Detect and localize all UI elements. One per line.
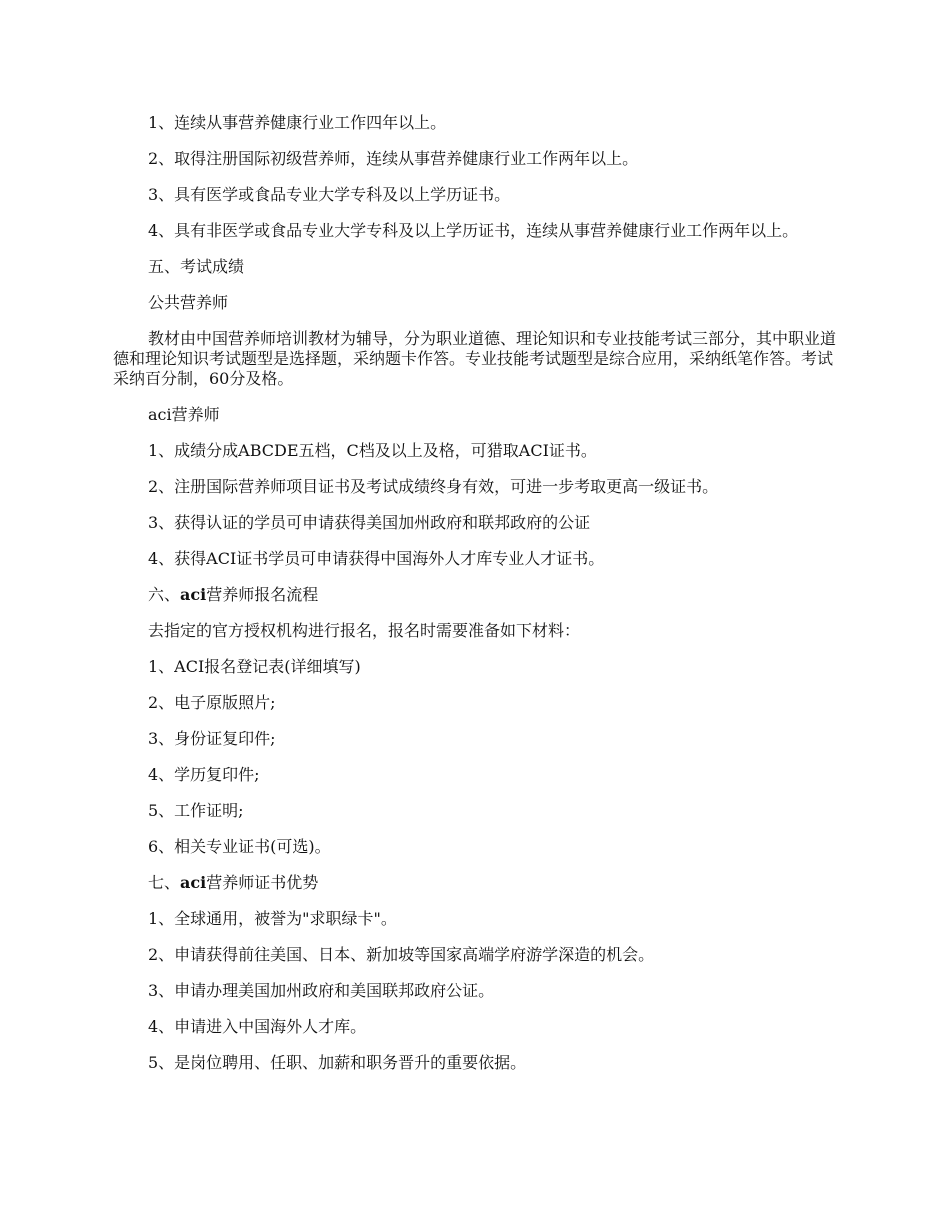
paragraph: 1、连续从事营养健康行业工作四年以上。 [148,113,447,132]
section-heading [113,585,839,605]
paragraph: 3、具有医学或食品专业大学专科及以上学历证书。 [148,185,511,204]
list-item: 5、工作证明; [148,801,244,820]
list-item: 2、申请获得前往美国、日本、新加坡等国家高端学府游学深造的机会。 [148,945,655,964]
list-item: 1、全球通用，被誉为"求职绿卡"。 [148,909,397,928]
list-item: 2、电子原版照片; [148,693,276,712]
heading-bold-term: aci [180,873,207,892]
list-item: 3、获得认证的学员可申请获得美国加州政府和联邦政府的公证 [148,513,591,532]
heading-suffix: 营养师证书优势 [206,873,319,892]
list-item: 5、是岗位聘用、任职、加薪和职务晋升的重要依据。 [148,1053,527,1072]
list-item: 6、相关专业证书(可选)。 [148,837,331,856]
paragraph: 去指定的官方授权机构进行报名，报名时需要准备如下材料： [148,621,581,640]
section-heading: 五、考试成绩 [148,257,245,276]
list-item: 1、ACI报名登记表(详细填写) [148,657,361,676]
list-item: 4、学历复印件; [148,765,260,784]
subheading: 公共营养师 [148,293,229,312]
subheading: aci营养师 [148,405,220,424]
heading-prefix: 六、 [148,585,181,604]
paragraph: 4、具有非医学或食品专业大学专科及以上学历证书，连续从事营养健康行业工作两年以上。 [148,221,799,240]
paragraph: 2、取得注册国际初级营养师，连续从事营养健康行业工作两年以上。 [148,149,639,168]
list-item: 3、申请办理美国加州政府和美国联邦政府公证。 [148,981,495,1000]
list-item: 4、获得ACI证书学员可申请获得中国海外人才库专业人才证书。 [148,549,605,568]
heading-bold-term: aci [180,585,207,604]
list-item: 2、注册国际营养师项目证书及考试成绩终身有效，可进一步考取更高一级证书。 [148,477,719,496]
list-item: 1、成绩分成ABCDE五档，C档及以上及格，可猎取ACI证书。 [148,441,597,460]
heading-suffix: 营养师报名流程 [206,585,319,604]
list-item: 3、身份证复印件; [148,729,276,748]
document-page [113,113,839,1089]
section-heading [113,873,839,893]
heading-prefix: 七、 [148,873,181,892]
paragraph: 教材由中国营养师培训教材为辅导，分为职业道德、理论知识和专业技能考试三部分，其中职业道德和理论知识考试题型是选择题，采纳题卡作答。专业技能考试题型是综合应用，采纳纸笔作答。考试采纳百分制，60分及格。 [113,329,837,388]
list-item: 4、申请进入中国海外人才库。 [148,1017,367,1036]
